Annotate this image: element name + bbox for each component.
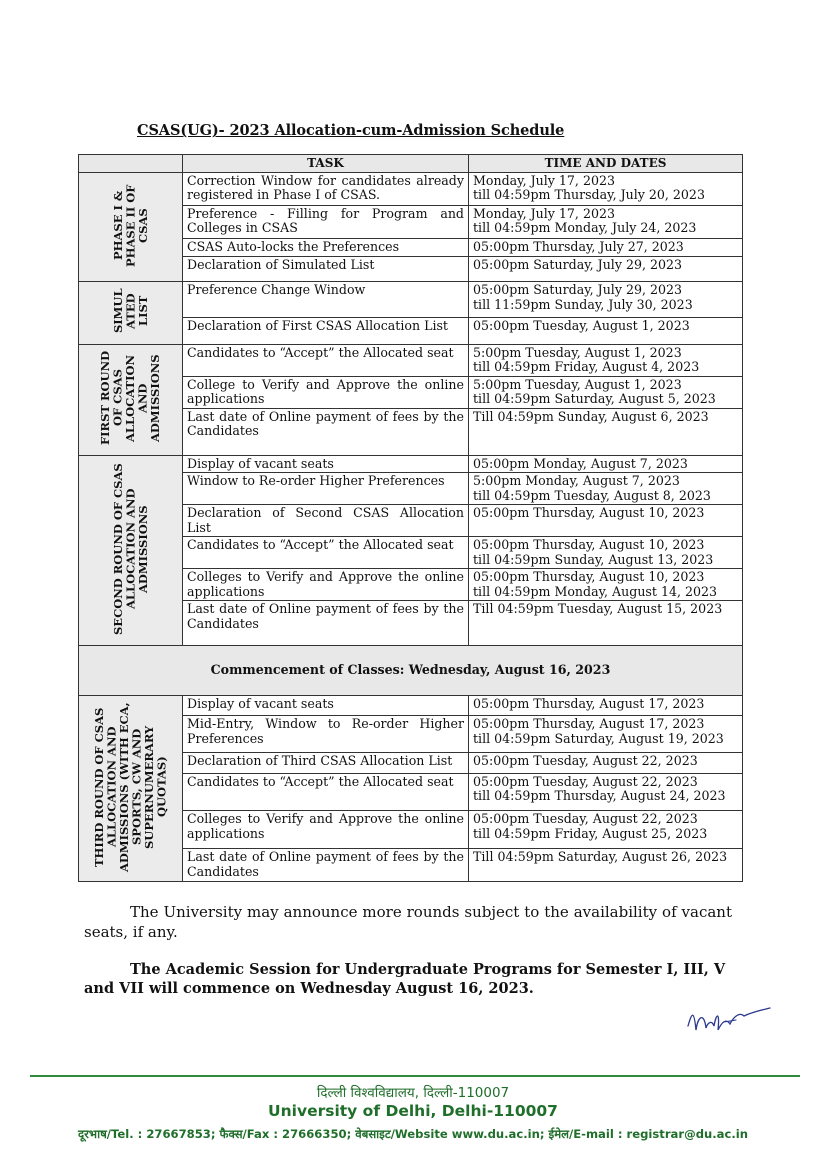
time-cell	[469, 317, 743, 344]
time-cell	[469, 344, 743, 376]
time-line: Till 04:59pm Sunday, August 6, 2023	[473, 408, 709, 424]
phase-label: SECOND ROUND OF CSAS ALLOCATION AND ADMISSIONS	[110, 462, 150, 635]
time-cell	[469, 695, 743, 716]
task-cell: Candidates to “Accept” the Allocated seat	[183, 537, 469, 569]
time-cell	[469, 849, 743, 882]
footer-university-name: University of Delhi, Delhi-110007	[268, 1102, 558, 1120]
phase-label-cell	[79, 172, 183, 282]
task-cell: Display of vacant seats	[183, 455, 469, 473]
time-cell	[469, 238, 743, 256]
task-cell: Window to Re-order Higher Preferences	[183, 473, 469, 505]
time-line: till 04:59pm Monday, July 24, 2023	[473, 220, 697, 236]
task-cell: Mid-Entry, Window to Re-order Higher Preferences	[183, 716, 469, 753]
time-cell	[469, 408, 743, 455]
time-line: 05:00pm Thursday, August 17, 2023	[473, 695, 705, 711]
footer-hindi-address: दिल्ली विश्वविद्यालय, दिल्ली-110007	[316, 1085, 510, 1101]
time-line: till 04:59pm Saturday, August 5, 2023	[473, 391, 716, 406]
task-cell: Declaration of Simulated List	[183, 257, 469, 282]
time-line: 05:00pm Thursday, August 10, 2023	[473, 505, 705, 520]
table-row	[79, 344, 743, 376]
time-cell	[469, 601, 743, 646]
task-cell: Colleges to Verify and Approve the online applications	[183, 811, 469, 849]
commencement-row	[79, 646, 743, 696]
time-line: 05:00pm Monday, August 7, 2023	[473, 455, 688, 471]
time-line: till 04:59pm Friday, August 4, 2023	[473, 359, 700, 374]
phase-label: FIRST ROUND OF CSAS ALLOCATION AND ADMISSIONS	[98, 350, 163, 445]
time-line: till 11:59pm Sunday, July 30, 2023	[473, 296, 693, 312]
time-line: 05:00pm Thursday, July 27, 2023	[473, 238, 684, 254]
time-line: Monday, July 17, 2023	[473, 172, 615, 188]
time-line: 5:00pm Tuesday, August 1, 2023	[473, 376, 682, 392]
time-cell	[469, 257, 743, 282]
session-notice: The Academic Session for Undergraduate Programs for Semester I, III, V and VII will commence on Wednesday August 16, 2023.	[84, 961, 726, 997]
time-cell	[469, 455, 743, 473]
table-header-row	[79, 155, 743, 173]
time-line: till 04:59pm Monday, August 14, 2023	[473, 583, 718, 599]
time-line: 05:00pm Tuesday, August 22, 2023	[473, 753, 698, 769]
time-cell	[469, 172, 743, 205]
task-cell: Candidates to “Accept” the Allocated seat	[183, 773, 469, 810]
phase-label-cell	[79, 695, 183, 882]
time-line: till 04:59pm Sunday, August 13, 2023	[473, 551, 714, 567]
time-cell	[469, 376, 743, 408]
commencement-text: Commencement of Classes: Wednesday, August 16, 2023	[79, 646, 743, 696]
footer-contact-line: दूरभाष/Tel. : 27667853; फैक्स/Fax : 27666350; वेबसाइट/Website www.du.ac.in; ईमेल/E-mail : registrar@du.ac.in	[78, 1127, 748, 1141]
task-cell: Candidates to “Accept” the Allocated seat	[183, 344, 469, 376]
table-row	[79, 172, 743, 205]
time-line: 05:00pm Tuesday, August 1, 2023	[473, 317, 690, 333]
time-cell	[469, 537, 743, 569]
time-column-header: TIME AND DATES	[469, 155, 743, 173]
task-cell: Declaration of Second CSAS Allocation List	[183, 505, 469, 537]
phase-label-cell	[79, 344, 183, 455]
time-cell	[469, 282, 743, 318]
time-cell	[469, 205, 743, 238]
table-row	[79, 695, 743, 716]
time-cell	[469, 811, 743, 849]
phase-label: THIRD ROUND OF CSAS ALLOCATION AND ADMISSIONS (WITH ECA, SPORTS, CW AND SUPERNUMERARY QUOTAS)	[92, 701, 169, 872]
time-line: 05:00pm Thursday, August 10, 2023	[473, 569, 705, 584]
task-cell: Declaration of First CSAS Allocation List	[183, 317, 469, 344]
time-line: till 04:59pm Saturday, August 19, 2023	[473, 730, 724, 746]
time-line: 5:00pm Tuesday, August 1, 2023	[473, 344, 682, 360]
time-line: 5:00pm Monday, August 7, 2023	[473, 473, 680, 488]
task-cell: Preference Change Window	[183, 282, 469, 318]
time-line: 05:00pm Tuesday, August 22, 2023	[473, 773, 698, 789]
time-line: 05:00pm Tuesday, August 22, 2023	[473, 811, 698, 827]
time-cell	[469, 569, 743, 601]
time-line: till 04:59pm Thursday, August 24, 2023	[473, 788, 726, 804]
task-column-header: TASK	[183, 155, 469, 173]
task-cell: Preference - Filling for Program and Colleges in CSAS	[183, 205, 469, 238]
time-line: Till 04:59pm Saturday, August 26, 2023	[473, 849, 728, 864]
time-cell	[469, 505, 743, 537]
phase-label-cell	[79, 455, 183, 646]
task-cell: Last date of Online payment of fees by the Candidates	[183, 601, 469, 646]
phase-label: PHASE I & PHASE II OF CSAS	[110, 183, 150, 267]
task-cell: Last date of Online payment of fees by the Candidates	[183, 408, 469, 455]
time-line: 05:00pm Saturday, July 29, 2023	[473, 257, 683, 272]
table-row	[79, 455, 743, 473]
time-cell	[469, 473, 743, 505]
time-line: Monday, July 17, 2023	[473, 205, 615, 221]
phase-label: SIMUL ATED LIST	[110, 288, 150, 334]
time-line: 05:00pm Thursday, August 17, 2023	[473, 716, 705, 731]
time-line: till 04:59pm Thursday, July 20, 2023	[473, 187, 705, 202]
schedule-table	[78, 154, 743, 882]
time-line: Till 04:59pm Tuesday, August 15, 2023	[473, 601, 723, 616]
time-line: till 04:59pm Tuesday, August 8, 2023	[473, 487, 711, 503]
signature-image	[684, 1000, 774, 1040]
task-cell: College to Verify and Approve the online applications	[183, 376, 469, 408]
task-cell: CSAS Auto-locks the Preferences	[183, 238, 469, 256]
rounds-note: The University may announce more rounds subject to the availability of vacant seats, if any.	[84, 903, 732, 941]
task-cell: Correction Window for candidates already registered in Phase I of CSAS.	[183, 172, 469, 205]
time-line: till 04:59pm Friday, August 25, 2023	[473, 825, 708, 841]
phase-label-cell	[79, 282, 183, 345]
task-cell: Declaration of Third CSAS Allocation List	[183, 753, 469, 774]
task-cell: Colleges to Verify and Approve the online applications	[183, 569, 469, 601]
task-cell: Display of vacant seats	[183, 695, 469, 716]
time-cell	[469, 753, 743, 774]
header-blank-cell	[79, 155, 183, 173]
document-title: CSAS(UG)- 2023 Allocation-cum-Admission Schedule	[137, 122, 565, 139]
task-cell: Last date of Online payment of fees by the Candidates	[183, 849, 469, 882]
time-cell	[469, 773, 743, 810]
table-row	[79, 282, 743, 318]
footer-divider	[30, 1075, 800, 1077]
time-cell	[469, 716, 743, 753]
time-line: 05:00pm Thursday, August 10, 2023	[473, 537, 705, 552]
time-line: 05:00pm Saturday, July 29, 2023	[473, 282, 683, 297]
